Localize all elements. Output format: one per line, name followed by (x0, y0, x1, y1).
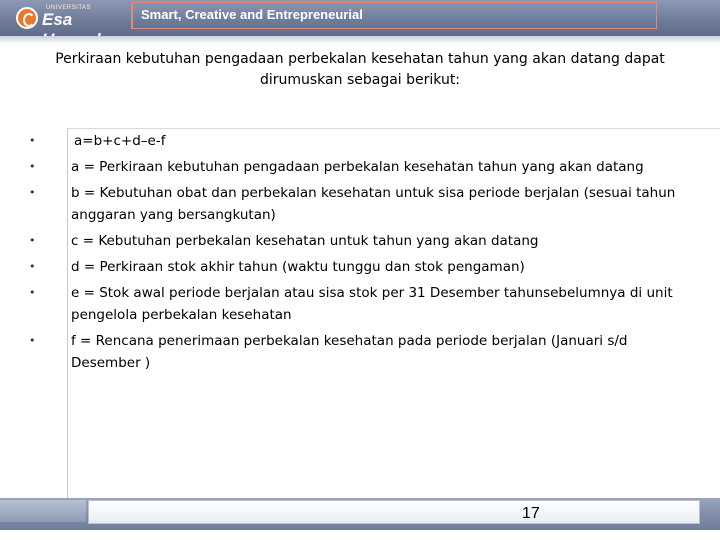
logo-emblem-icon (16, 7, 38, 29)
bullet: • (29, 186, 36, 199)
bullet: • (29, 134, 36, 147)
list-item (0, 182, 720, 226)
list-item-text: c = Kebutuhan perbekalan kesehatan untuk tahun yang akan datang (71, 233, 539, 249)
list-item-text: a = Perkiraan kebutuhan pengadaan perbekalan kesehatan tahun yang akan datang (71, 159, 644, 175)
university-logo (2, 2, 128, 34)
tagline: Smart, Creative and Entrepreneurial (141, 7, 363, 22)
page-number: 17 (522, 505, 540, 522)
bullet: • (29, 286, 36, 299)
list-item-text: f = Rencana penerimaan perbekalan kesehatan pada periode berjalan (Januari s/d Desember ) (71, 333, 628, 371)
formula-list (0, 130, 720, 378)
list-item-text: e = Stok awal periode berjalan atau sisa stok per 31 Desember tahunsebelumnya di unit pengelola perbekalan kesehatan (71, 285, 673, 323)
list-item-text: b = Kebutuhan obat dan perbekalan kesehatan untuk sisa periode berjalan (sesuai tahun anggaran yang bersangkutan) (71, 185, 676, 223)
list-item (0, 156, 720, 178)
bullet: • (29, 234, 36, 247)
bullet: • (29, 160, 36, 173)
list-item (0, 130, 720, 152)
list-item-text: d = Perkiraan stok akhir tahun (waktu tunggu dan stok pengaman) (71, 259, 525, 275)
header-divider (0, 36, 720, 44)
list-item-text: a=b+c+d–e-f (74, 133, 166, 149)
logo-subtext: UNIVERSITAS (46, 5, 92, 11)
bullet: • (29, 260, 36, 273)
list-item (0, 256, 720, 278)
list-item (0, 330, 720, 374)
bullet: • (29, 334, 36, 347)
list-item (0, 282, 720, 326)
footer-strip (88, 500, 700, 524)
footer-bottom-edge (0, 530, 720, 540)
footer-left-block (0, 500, 86, 522)
list-item (0, 230, 720, 252)
header-bar (0, 0, 720, 39)
logo-text: Esa (42, 10, 73, 29)
slide-title: Perkiraan kebutuhan pengadaan perbekalan kesehatan tahun yang akan datang dapat dirumuskan sebagai berikut: (55, 51, 665, 88)
